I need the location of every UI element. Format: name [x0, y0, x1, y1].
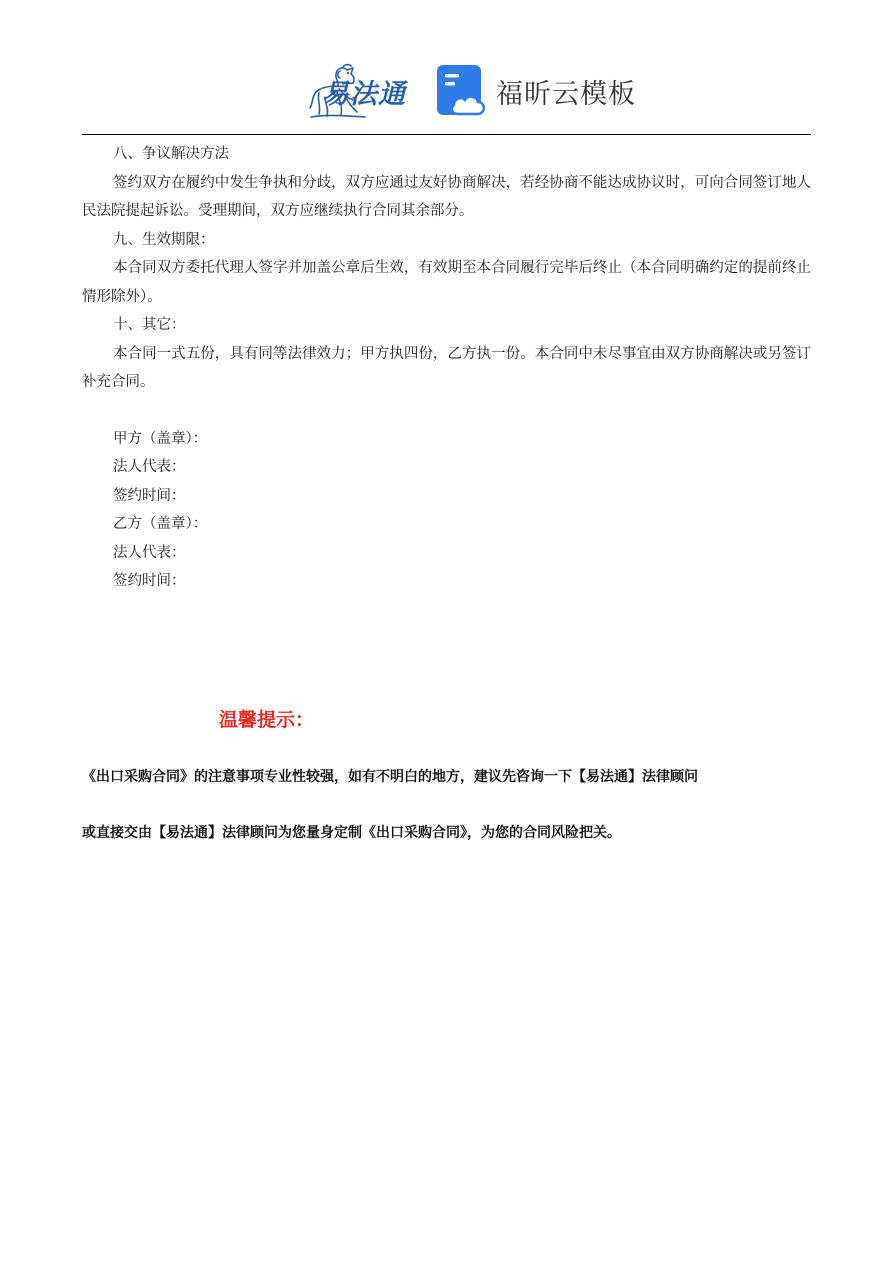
paragraph-other: 本合同一式五份，具有同等法律效力；甲方执四份，乙方执一份。本合同中未尽事宜由双方协商解决或另签订补充合同。 — [82, 345, 811, 390]
tip-title: 温馨提示： — [219, 709, 315, 731]
page-header — [0, 60, 893, 122]
tip-line-2: 或直接交由【易法通】法律顾问为您量身定制《出口采购合同》，为您的合同风险把关。 — [82, 825, 621, 841]
contract-body — [82, 140, 811, 596]
signature-party-b-seal: 乙方（盖章）： — [113, 516, 208, 532]
tip-line-1: 《出口采购合同》的注意事项专业性较强，如有不明白的地方，建议先咨询一下【易法通】法律顾问 — [82, 769, 698, 785]
yifatong-logo-text: 易法通 — [322, 79, 406, 110]
cloud-document-icon — [436, 64, 488, 118]
signature-party-a-rep: 法人代表： — [113, 459, 186, 475]
spacer — [82, 397, 811, 425]
header-divider — [82, 134, 811, 135]
paragraph-dispute: 签约双方在履约中发生争执和分歧，双方应通过友好协商解决，若经协商不能达成协议时，可向合同签订地人民法院提起诉讼。受理期间，双方应继续执行合同其余部分。 — [82, 174, 811, 219]
signature-party-b-date: 签约时间： — [113, 573, 186, 589]
signature-party-a-date: 签约时间： — [113, 487, 186, 504]
paragraph-validity: 本合同双方委托代理人签字并加盖公章后生效，有效期至本合同履行完毕后终止（本合同明确约定的提前终止情形除外）。 — [82, 260, 811, 305]
section-heading-dispute: 八、争议解决方法 — [113, 146, 229, 162]
section-heading-other: 十、其它： — [113, 317, 186, 333]
signature-party-b-rep: 法人代表： — [113, 544, 186, 561]
fuxin-logo-text: 福昕云模板 — [496, 79, 636, 110]
signature-party-a-seal: 甲方（盖章）： — [113, 430, 208, 447]
section-heading-validity: 九、生效期限： — [113, 231, 215, 248]
